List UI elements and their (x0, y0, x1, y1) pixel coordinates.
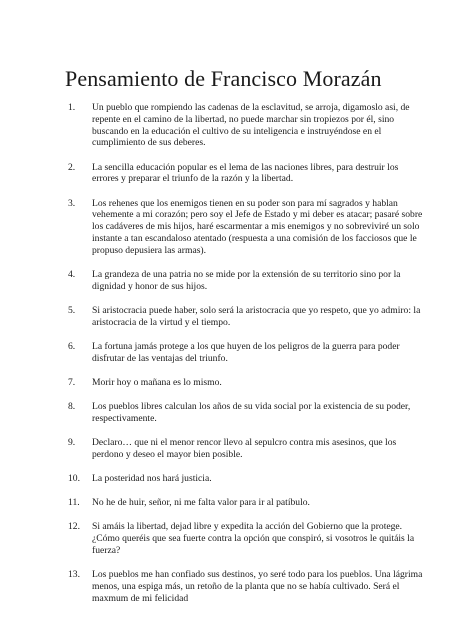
list-item-number: 13. (68, 569, 80, 581)
list-item (64, 377, 424, 389)
list-item (64, 521, 424, 556)
list-item (64, 341, 424, 365)
list-item (64, 401, 424, 425)
list-item-text: Declaro… que ni el menor rencor llevo al sepulcro contra mis asesinos, que los perdono y deseo el mayor bien posible. (92, 437, 397, 460)
list-item-text: Los pueblos libres calculan los años de su vida social por la existencia de su poder, respectivamente. (92, 401, 411, 424)
list-item-number: 12. (68, 521, 80, 533)
list-item-number: 5. (68, 304, 76, 316)
list-item-number: 10. (68, 473, 80, 485)
page-title: Pensamiento de Francisco Morazán (65, 66, 382, 91)
list-item (64, 198, 424, 257)
list-item-number: 11. (68, 497, 80, 509)
list-item-text: La sencilla educación popular es el lema de las naciones libres, para destruir los errores y preparar el triunfo de la razón y la libertad. (92, 161, 399, 185)
list-item-number: 6. (68, 340, 76, 352)
list-item (64, 269, 424, 293)
list-item-number: 1. (68, 102, 76, 113)
list-item-number: 7. (68, 376, 76, 388)
list-item-number: 8. (68, 401, 76, 413)
list-item (64, 102, 424, 149)
list-item-number: 9. (68, 437, 76, 449)
list-item (64, 569, 424, 604)
list-item-text: La fortuna jamás protege a los que huyen de los peligros de la guerra para poder disfrutar de las ventajas del triunfo. (92, 340, 400, 364)
list-item-text: Morir hoy o mañana es lo mismo. (92, 376, 222, 388)
list-item (64, 162, 424, 186)
list-item-text: Un pueblo que rompiendo las cadenas de la esclavitud, se arroja, digamoslo asi, de repente en el camino de la libertad, no puede marchar sin tropiezos por él, sino buscando en la educación el cultivo de su inteligencia e instruyéndose en el cumplimiento de sus deberes. (92, 102, 410, 149)
list-item (64, 473, 424, 485)
list-item-text: La grandeza de una patria no se mide por la extensión de su territorio sino por la dignidad y honor de sus hijos. (92, 268, 401, 292)
list-item-text: Los pueblos me han confiado sus destinos, yo seré todo para los pueblos. Una lágrima menos, una espiga más, un retoño de la planta que no se había cultivado. Será el maxmum de mi felicidad (92, 569, 423, 604)
list-item-text: Si amáis la libertad, dejad libre y expedita la acción del Gobierno que la protege. ¿Cómo queréis que sea fuerte contra la opción que conspiró, si vosotros le quitáis la fuerza? (92, 521, 415, 557)
list-item-number: 3. (68, 197, 76, 209)
list-item-text: Si aristocracia puede haber, solo será la aristocracia que yo respeto, que yo admiro: la aristocracia de la virtud y el tiempo. (92, 304, 421, 328)
list-item (64, 305, 424, 329)
list-item (64, 497, 424, 509)
list-item-number: 2. (68, 161, 76, 173)
list-item-text: La posteridad nos hará justicia. (92, 473, 212, 485)
quote-list (64, 102, 424, 617)
list-item-number: 4. (68, 268, 76, 280)
list-item-text: No he de huir, señor, ni me falta valor para ir al patíbulo. (92, 497, 310, 509)
list-item (64, 437, 424, 461)
list-item-text: Los rehenes que los enemigos tienen en su poder son para mí sagrados y hablan vehemente a mi corazón; pero soy el Jefe de Estado y mi deber es atacar; pasaré sobre los cadáveres de mis hijos, haré escarmentar a mis enemigos y no sobreviviré un solo instante a tan escandaloso atentado (respuesta a una comisión de los facciosos que le propuso depusiera las armas). (92, 197, 423, 256)
